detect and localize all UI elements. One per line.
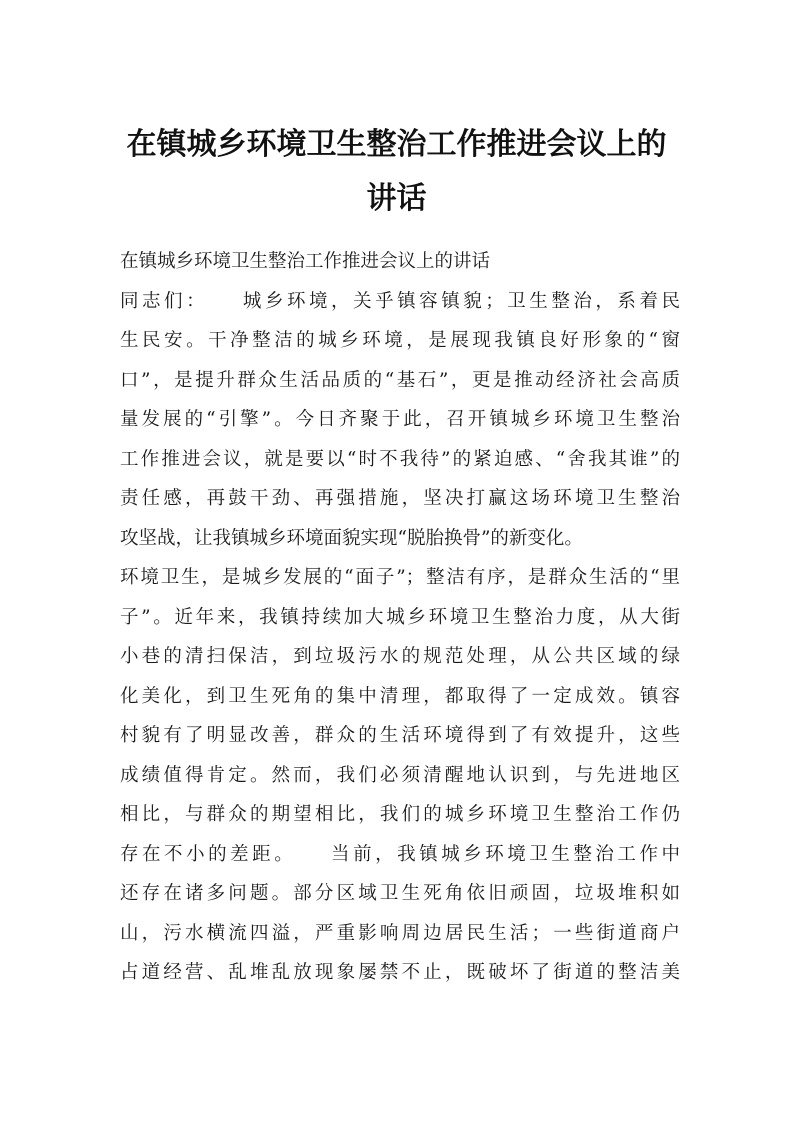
body-line: 小巷的清扫保洁，到垃圾污水的规范处理，从公共区域的绿: [120, 646, 680, 667]
body-line: 化美化，到卫生死角的集中清理，都取得了一定成效。镇容: [120, 685, 680, 707]
body-subtitle: 在镇城乡环境卫生整治工作推进会议上的讲话: [120, 251, 491, 272]
body-line: 同志们： 城乡环境，关乎镇容镇貌；卫生整治，系着民: [120, 290, 680, 312]
body-line: 村貌有了明显改善，群众的生活环境得到了有效提升，这些: [120, 725, 680, 746]
body-line: 生民安。干净整洁的城乡环境，是展现我镇良好形象的“窗: [120, 330, 680, 351]
body-line: 责任感，再鼓干劲、再强措施，坚决打赢这场环境卫生整治: [120, 488, 680, 509]
body-line: 攻坚战，让我镇城乡环境面貌实现“脱胎换骨”的新变化。: [120, 527, 583, 549]
document-body: [120, 242, 680, 993]
body-line: 占道经营、乱堆乱放现象屡禁不止，既破坏了街道的整洁美: [120, 962, 680, 983]
title-line-1: 在镇城乡环境卫生整治工作推进会议上的: [126, 127, 667, 162]
body-line: 工作推进会议，就是要以“时不我待”的紧迫感、“舍我其谁”的: [120, 448, 680, 470]
document-title: [100, 118, 693, 226]
body-line: 成绩值得肯定。然而，我们必须清醒地认识到，与先进地区: [120, 764, 680, 786]
body-line: 山，污水横流四溢，严重影响周边居民生活；一些街道商户: [120, 922, 680, 944]
body-line: 量发展的“引擎”。今日齐聚于此，召开镇城乡环境卫生整治: [120, 409, 680, 430]
body-line: 口”，是提升群众生活品质的“基石”，更是推动经济社会高质: [120, 369, 680, 391]
title-line-2: 讲话: [366, 181, 427, 216]
body-line: 环境卫生，是城乡发展的“面子”；整洁有序，是群众生活的“里: [120, 567, 680, 588]
body-line: 还存在诸多问题。部分区域卫生死角依旧顽固，垃圾堆积如: [120, 883, 680, 904]
body-line: 存在不小的差距。 当前，我镇城乡环境卫生整治工作中: [120, 843, 680, 865]
body-line: 子”。近年来，我镇持续加大城乡环境卫生整治力度，从大街: [120, 606, 680, 628]
body-line: 相比，与群众的期望相比，我们的城乡环境卫生整治工作仍: [120, 804, 680, 825]
